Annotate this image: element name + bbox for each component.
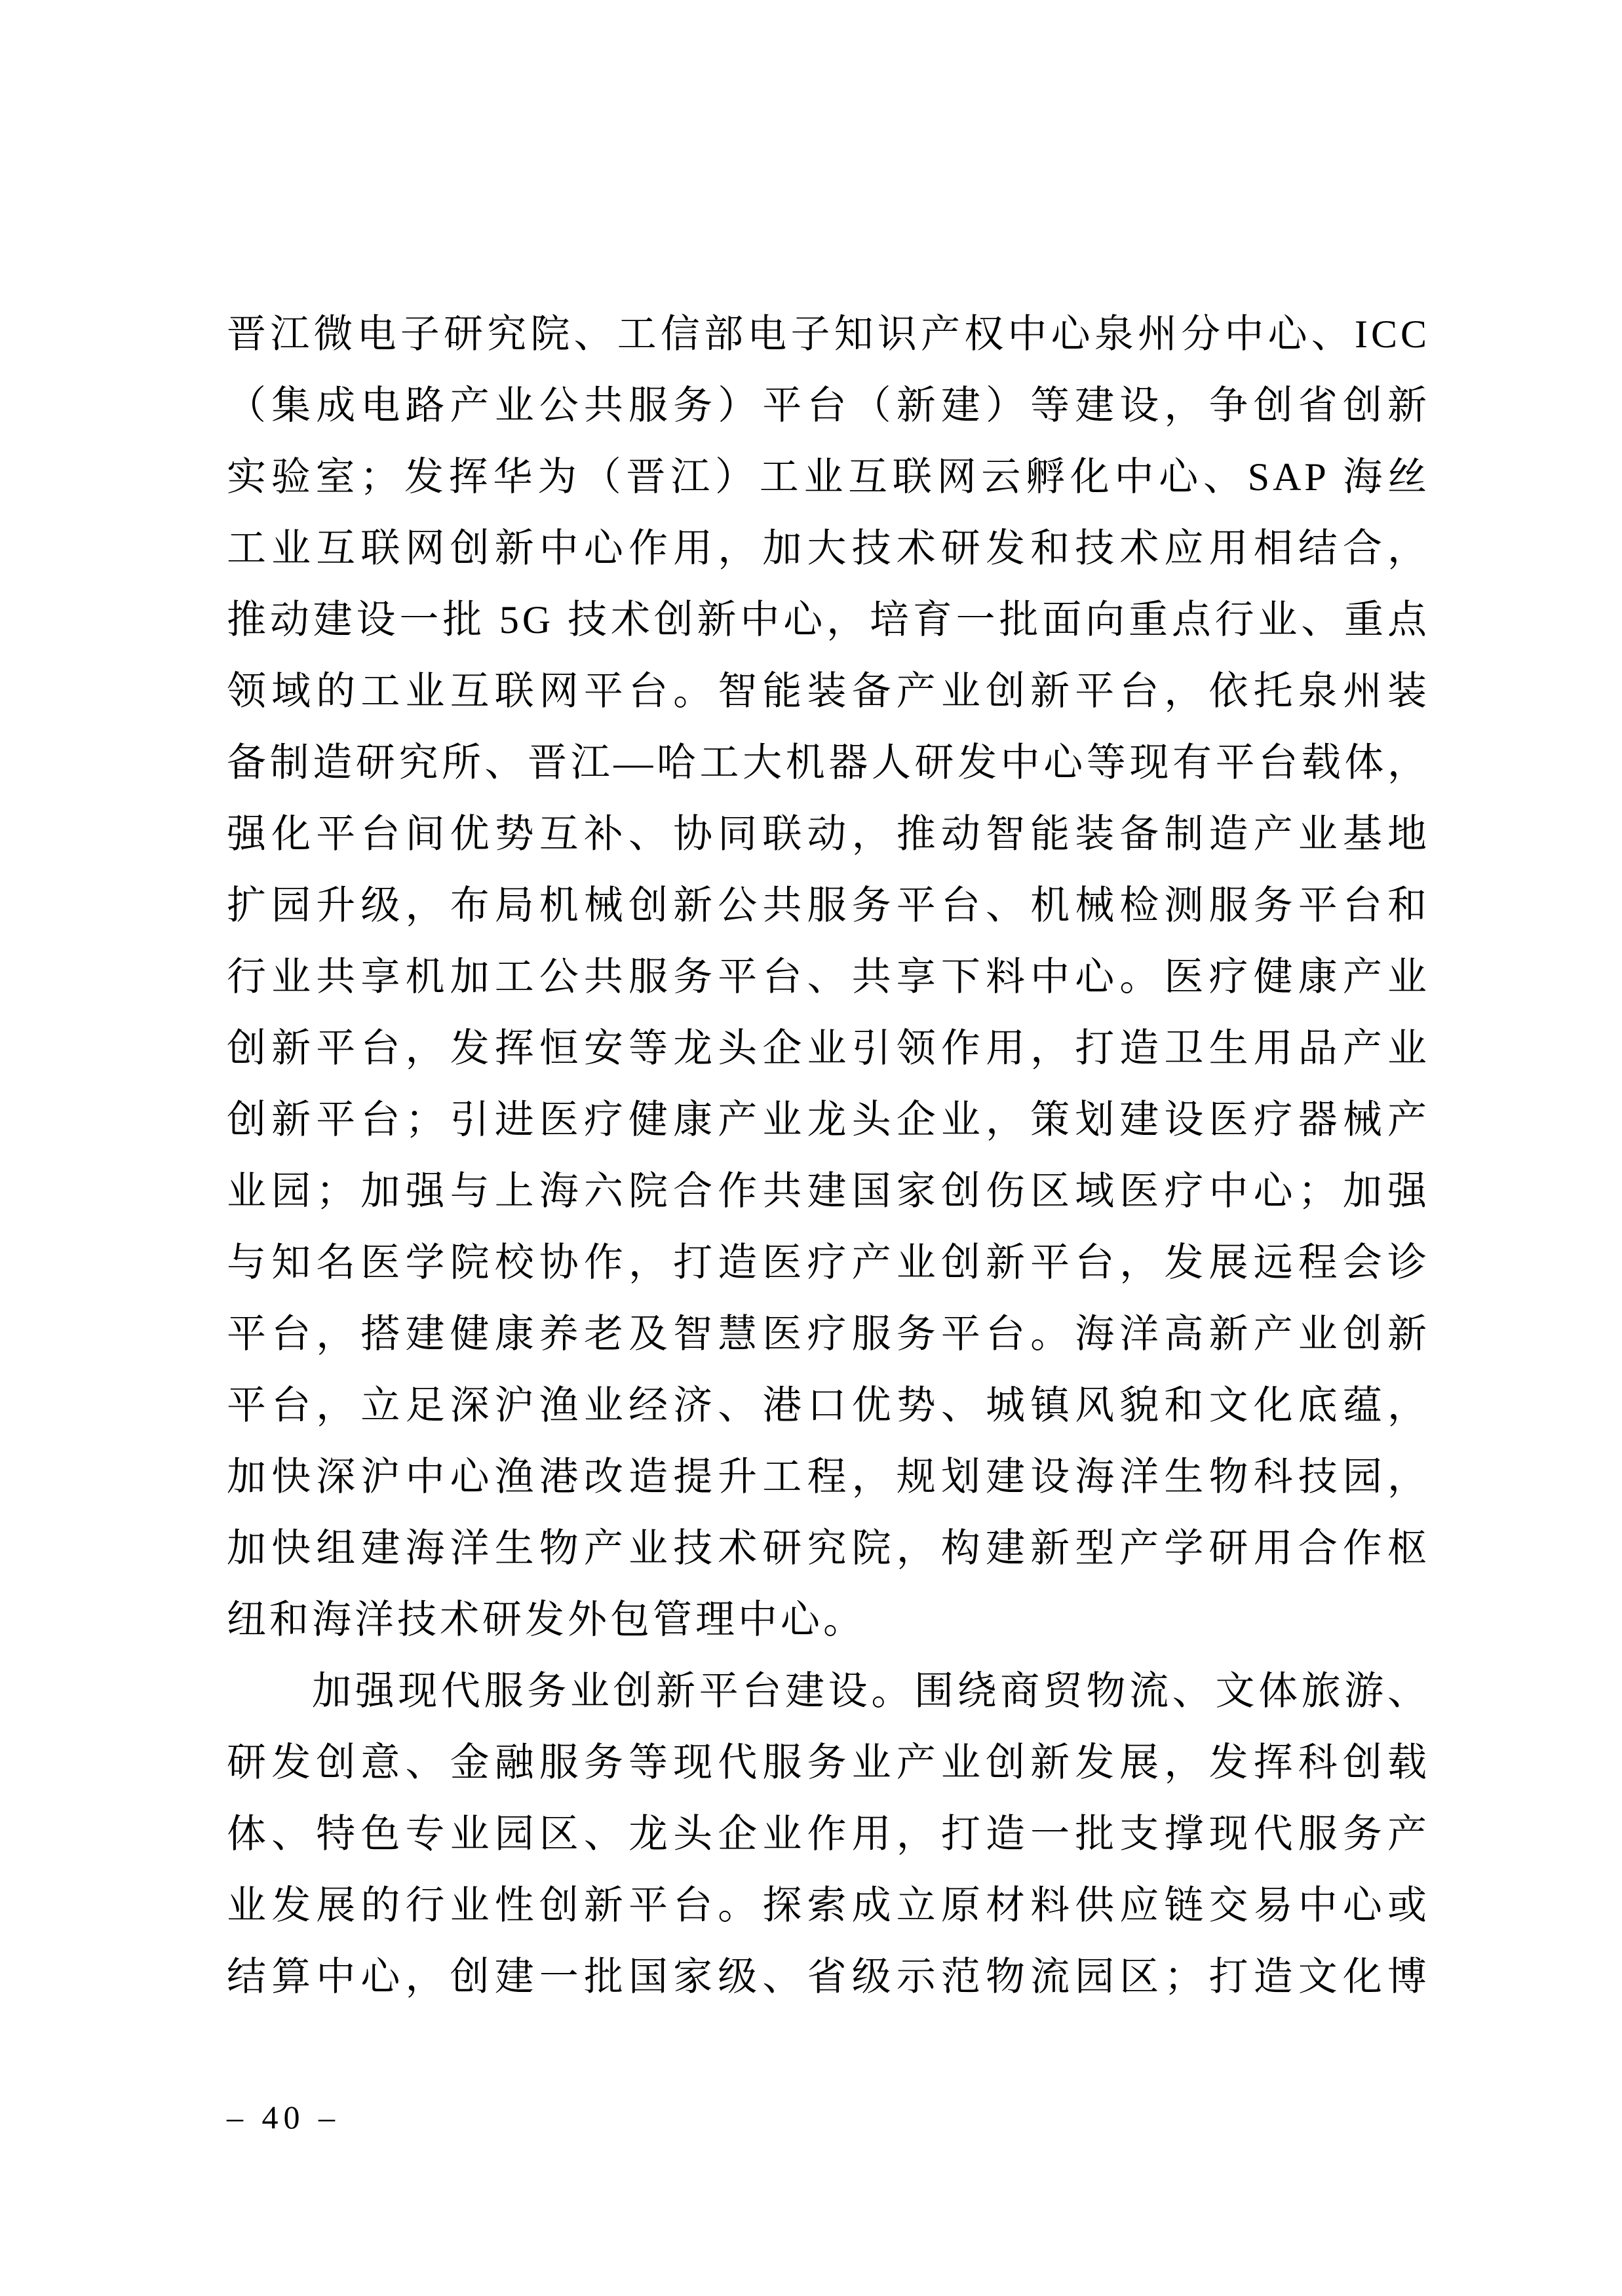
text-line: 平台，搭建健康养老及智慧医疗服务平台。海洋高新产业创新	[227, 1312, 1430, 1356]
text-line: 备制造研究所、晋江—哈工大机器人研发中心等现有平台载体，	[227, 741, 1430, 784]
text-line: 创新平台；引进医疗健康产业龙头企业，策划建设医疗器械产	[227, 1098, 1430, 1141]
text-line: 领域的工业互联网平台。智能装备产业创新平台，依托泉州装	[227, 670, 1430, 713]
text-line: 加快深沪中心渔港改造提升工程，规划建设海洋生物科技园，	[227, 1455, 1430, 1499]
body-text	[227, 299, 1430, 2013]
text-line: 加强现代服务业创新平台建设。围绕商贸物流、文体旅游、	[312, 1670, 1430, 1713]
text-line: 扩园升级，布局机械创新公共服务平台、机械检测服务平台和	[227, 884, 1430, 927]
text-line: 行业共享机加工公共服务平台、共享下料中心。医疗健康产业	[227, 955, 1430, 999]
text-line: 工业互联网创新中心作用，加大技术研发和技术应用相结合，	[227, 527, 1430, 570]
text-line: 业园；加强与上海六院合作共建国家创伤区域医疗中心；加强	[227, 1170, 1430, 1213]
text-line: 推动建设一批 5G 技术创新中心，培育一批面向重点行业、重点	[227, 598, 1430, 641]
text-line: 实验室；发挥华为（晋江）工业互联网云孵化中心、SAP 海丝	[227, 455, 1430, 499]
text-line: 创新平台，发挥恒安等龙头企业引领作用，打造卫生用品产业	[227, 1027, 1430, 1070]
text-line: （集成电路产业公共服务）平台（新建）等建设，争创省创新	[227, 384, 1430, 427]
text-line: 研发创意、金融服务等现代服务业产业创新发展，发挥科创载	[227, 1741, 1430, 1784]
text-line: 业发展的行业性创新平台。探索成立原材料供应链交易中心或	[227, 1884, 1430, 1927]
text-line: 强化平台间优势互补、协同联动，推动智能装备制造产业基地	[227, 813, 1430, 856]
text-line: 纽和海洋技术研发外包管理中心。	[227, 1598, 866, 1641]
text-line: 体、特色专业园区、龙头企业作用，打造一批支撑现代服务产	[227, 1812, 1430, 1856]
text-line: 加快组建海洋生物产业技术研究院，构建新型产学研用合作枢	[227, 1527, 1430, 1570]
text-line: 平台，立足深沪渔业经济、港口优势、城镇风貌和文化底蕴，	[227, 1384, 1430, 1427]
text-line: 结算中心，创建一批国家级、省级示范物流园区；打造文化博	[227, 1955, 1430, 1999]
text-line: 晋江微电子研究院、工信部电子知识产权中心泉州分中心、ICC	[227, 313, 1430, 356]
page-number: – 40 –	[227, 2099, 340, 2135]
text-line: 与知名医学院校协作，打造医疗产业创新平台，发展远程会诊	[227, 1241, 1430, 1284]
